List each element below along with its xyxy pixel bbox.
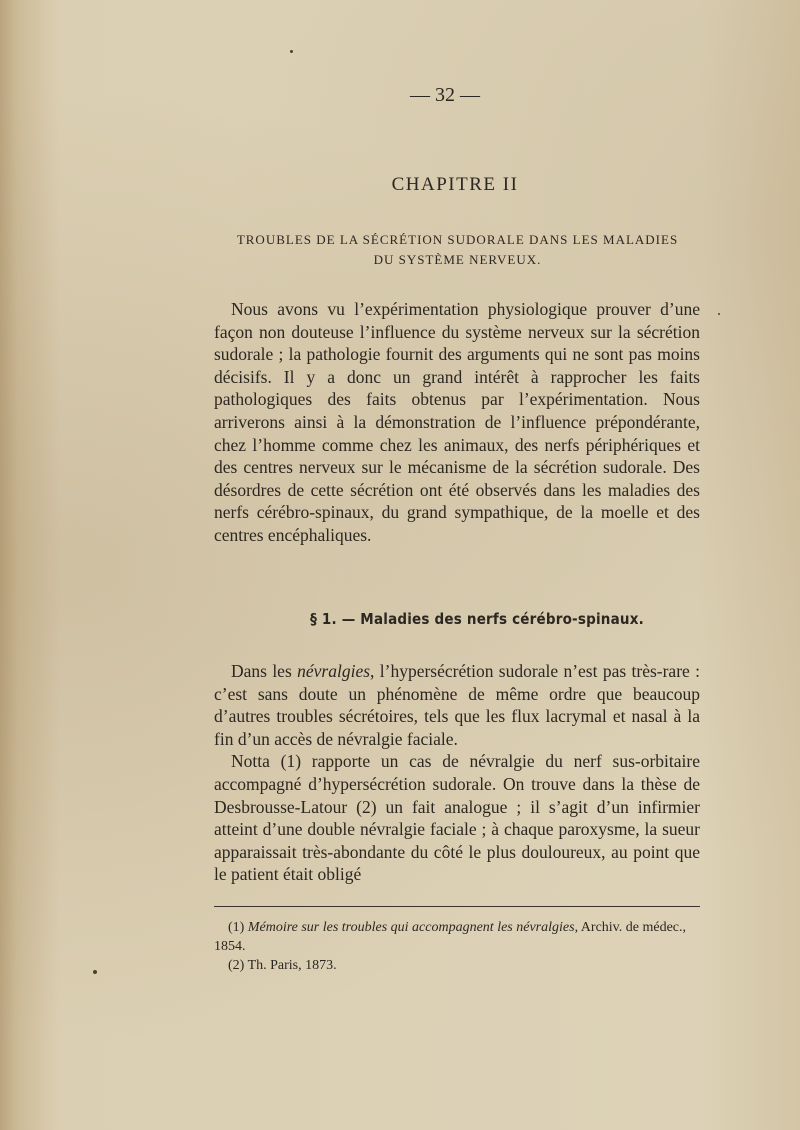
footnote-2: (2) Th. Paris, 1873. [228, 958, 337, 973]
page-number: — 32 — [410, 84, 480, 106]
chapter-subtitle [215, 230, 700, 270]
paper-speck [93, 970, 97, 974]
paper-speck [290, 50, 293, 53]
section-body [214, 660, 700, 886]
footnote-1-title: Mémoire sur les troubles qui accompagnent les névralgies [247, 920, 575, 935]
chapter-title: CHAPITRE II [391, 174, 519, 195]
intro-paragraph: Nous avons vu l’expérimentation physiologique prouver d’une façon non douteuse l’influence du système nerveux sur la sécrétion sudorale ; la pathologie fournit des arguments qui ne sont pas moins décisifs. Il y a donc un grand intérêt à rapprocher les faits pathologiques des faits obtenus par l’expérimentation. Nous arriverons ainsi à la démonstration de l’influence prépondérante, chez l’homme comme chez les animaux, des nerfs périphériques et des centres nerveux sur le mécanisme de la sécrétion sudorale. Des désordres de cette sécrétion ont été observés dans les maladies des nerfs cérébro-spinaux, du grand sympathique, de la moelle et des centres encéphaliques. [214, 299, 700, 545]
footnote-1 [214, 918, 700, 956]
section-heading: § 1. — Maladies des nerfs cérébro-spinaux. [310, 610, 644, 628]
p1-before: Dans les [231, 661, 298, 681]
p1-after: , l’hypersécrétion sudorale n’est pas très-rare : c’est sans doute un phénomène de même ordre que beaucoup d’autres troubles sécrétoires, tels que les flux lacrymal et nasal à la fin d’un accès de névralgie faciale. [214, 661, 701, 749]
footnote-1-source: , Archiv. de médec., 1854. [214, 920, 687, 954]
footnote-1-number: (1) [228, 920, 248, 935]
intro-section [214, 298, 700, 547]
paper-speck [718, 313, 720, 315]
section-paragraph-2: Notta (1) rapporte un cas de névralgie du nerf sus-orbitaire accompagné d’hypersécrétion sudorale. On trouve dans la thèse de Desbrousse-Latour (2) un fait analogue ; il s’agit d’un infirmier atteint d’une double névralgie faciale ; à chaque paroxysme, la sueur apparaissait très-abondante du côté le plus douloureux, au point que le patient était obligé [214, 751, 700, 885]
footnote-divider [214, 906, 700, 907]
section-paragraph-1 [214, 660, 700, 750]
footnotes [214, 918, 700, 975]
chapter-subtitle-line-1: TROUBLES DE LA SÉCRÉTION SUDORALE DANS LES MALADIES [236, 232, 679, 247]
chapter-subtitle-line-2: DU SYSTÈME NERVEUX. [373, 252, 542, 267]
p1-emphasis: névralgies [297, 661, 371, 681]
